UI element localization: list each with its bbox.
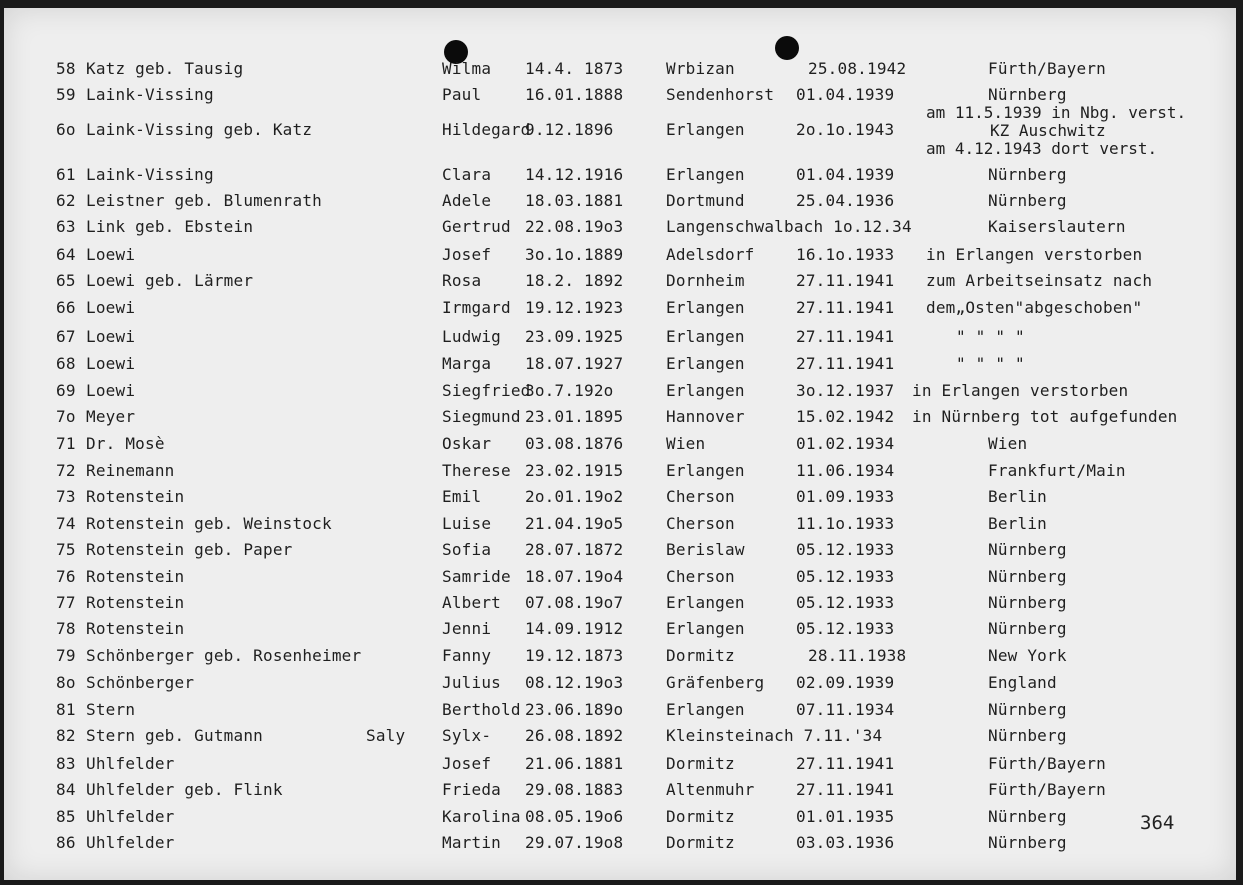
row-number: 79 xyxy=(56,646,76,665)
row-number: 72 xyxy=(56,461,76,480)
birth-place-cell: Erlangen xyxy=(666,354,745,373)
birth-place-cell: Erlangen xyxy=(666,461,745,480)
first-name-cell: Samride xyxy=(442,567,511,586)
birth-place-cell: Langenschwalbach 1o.12.34 xyxy=(666,217,912,236)
surname-cell: Laink-Vissing geb. Katz xyxy=(86,120,313,139)
birth-date-cell: 29.08.1883 xyxy=(525,780,624,799)
first-name-cell: Julius xyxy=(442,673,501,692)
departure-date-cell: 01.04.1939 xyxy=(796,85,895,104)
birth-date-cell: 23.02.1915 xyxy=(525,461,624,480)
table-row xyxy=(4,162,1236,188)
row-number: 86 xyxy=(56,833,76,852)
birth-date-cell: 18.07.1927 xyxy=(525,354,624,373)
destination-cell: Nürnberg xyxy=(988,85,1067,104)
destination-cell: Fürth/Bayern xyxy=(988,59,1106,78)
birth-place-cell: Erlangen xyxy=(666,298,745,317)
birth-place-cell: Dortmund xyxy=(666,191,745,210)
birth-date-cell: 19.12.1923 xyxy=(525,298,624,317)
birth-date-cell: 26.08.1892 xyxy=(525,726,624,745)
departure-date-cell: 27.11.1941 xyxy=(796,327,895,346)
birth-date-cell: 14.09.1912 xyxy=(525,619,624,638)
birth-date-cell: 08.12.19o3 xyxy=(525,673,624,692)
surname-cell: Loewi xyxy=(86,327,136,346)
surname-cell: Loewi xyxy=(86,298,136,317)
first-name-cell: Albert xyxy=(442,593,501,612)
document-page xyxy=(4,8,1236,880)
surname-cell: Rotenstein geb. Weinstock xyxy=(86,514,332,533)
departure-date-cell: 01.01.1935 xyxy=(796,807,895,826)
table-row xyxy=(4,564,1236,590)
birth-date-cell: 14.12.1916 xyxy=(525,165,624,184)
surname-cell: Reinemann xyxy=(86,461,175,480)
departure-date-cell: 05.12.1933 xyxy=(796,593,895,612)
departure-date-cell: 11.1o.1933 xyxy=(796,514,895,533)
table-row xyxy=(4,537,1236,563)
destination-cell: zum Arbeitseinsatz nach xyxy=(926,271,1153,290)
birth-date-cell: 21.06.1881 xyxy=(525,754,624,773)
table-row xyxy=(4,751,1236,777)
row-number: 61 xyxy=(56,165,76,184)
table-row xyxy=(4,268,1236,294)
surname-cell: Stern xyxy=(86,700,136,719)
surname-cell: Uhlfelder xyxy=(86,807,175,826)
first-name-cell: Adele xyxy=(442,191,492,210)
table-row xyxy=(4,723,1236,749)
surname-cell: Uhlfelder xyxy=(86,754,175,773)
first-name-cell: Luise xyxy=(442,514,492,533)
birth-place-cell: Adelsdorf xyxy=(666,245,755,264)
first-name-cell: Frieda xyxy=(442,780,501,799)
birth-place-cell: Erlangen xyxy=(666,165,745,184)
row-number: 8o xyxy=(56,673,76,692)
departure-date-cell: 25.04.1936 xyxy=(796,191,895,210)
row-number: 59 xyxy=(56,85,76,104)
birth-place-cell: Kleinsteinach 7.11.'34 xyxy=(666,726,883,745)
table-row xyxy=(4,697,1236,723)
destination-cell: Nürnberg xyxy=(988,807,1067,826)
destination-cell: Nürnberg xyxy=(988,593,1067,612)
table-row xyxy=(4,214,1236,240)
birth-date-cell: 18.2. 1892 xyxy=(525,271,624,290)
table-row xyxy=(4,643,1236,669)
destination-cell: Berlin xyxy=(988,514,1047,533)
row-number: 58 xyxy=(56,59,76,78)
surname-cell: Uhlfelder xyxy=(86,833,175,852)
surname-cell: Link geb. Ebstein xyxy=(86,217,254,236)
first-name-cell: Gertrud xyxy=(442,217,511,236)
first-name-cell: Rosa xyxy=(442,271,482,290)
destination-cell: Frankfurt/Main xyxy=(988,461,1126,480)
surname-cell: Loewi xyxy=(86,381,136,400)
destination-cell: Kaiserslautern xyxy=(988,217,1126,236)
birth-place-cell: Altenmuhr xyxy=(666,780,755,799)
destination-cell: Nürnberg xyxy=(988,540,1067,559)
note-line: KZ Auschwitz xyxy=(990,121,1106,140)
first-name-cell: Berthold xyxy=(442,700,521,719)
first-name-cell: Sylx- xyxy=(442,726,492,745)
birth-place-cell: Dormitz xyxy=(666,833,735,852)
departure-date-cell: 2o.1o.1943 xyxy=(796,120,895,139)
birth-date-cell: 23.09.1925 xyxy=(525,327,624,346)
table-row xyxy=(4,351,1236,377)
birth-date-cell: 21.04.19o5 xyxy=(525,514,624,533)
destination-cell: Fürth/Bayern xyxy=(988,754,1106,773)
row-number: 65 xyxy=(56,271,76,290)
birth-date-cell: 2o.01.19o2 xyxy=(525,487,624,506)
surname-cell: Rotenstein geb. Paper xyxy=(86,540,293,559)
page-number: 364 xyxy=(1140,812,1175,834)
row-number: 76 xyxy=(56,567,76,586)
surname-cell: Schönberger geb. Rosenheimer xyxy=(86,646,362,665)
birth-date-cell: 14.4. 1873 xyxy=(525,59,624,78)
departure-date-cell: 25.08.1942 xyxy=(808,59,907,78)
destination-cell: Nürnberg xyxy=(988,165,1067,184)
table-row xyxy=(4,511,1236,537)
first-name-cell: Emil xyxy=(442,487,482,506)
row-number: 75 xyxy=(56,540,76,559)
surname-cell: Loewi geb. Lärmer xyxy=(86,271,254,290)
surname-cell: Stern geb. Gutmann xyxy=(86,726,263,745)
first-name-cell: Paul xyxy=(442,85,482,104)
row-number: 69 xyxy=(56,381,76,400)
row-number: 83 xyxy=(56,754,76,773)
birth-place-cell: Erlangen xyxy=(666,619,745,638)
birth-date-cell: 19.12.1873 xyxy=(525,646,624,665)
birth-place-cell: Erlangen xyxy=(666,593,745,612)
birth-date-cell: 07.08.19o7 xyxy=(525,593,624,612)
destination-cell: Nürnberg xyxy=(988,833,1067,852)
departure-date-cell: 03.03.1936 xyxy=(796,833,895,852)
birth-date-cell: 22.08.19o3 xyxy=(525,217,624,236)
departure-date-cell: 02.09.1939 xyxy=(796,673,895,692)
departure-date-cell: 27.11.1941 xyxy=(796,780,895,799)
table-row xyxy=(4,404,1236,430)
table-row xyxy=(4,670,1236,696)
row-number: 62 xyxy=(56,191,76,210)
table-row xyxy=(4,590,1236,616)
row-number: 73 xyxy=(56,487,76,506)
first-name-cell: Oskar xyxy=(442,434,492,453)
first-name-cell: Jenni xyxy=(442,619,492,638)
row-number: 82 xyxy=(56,726,76,745)
birth-date-cell: 18.03.1881 xyxy=(525,191,624,210)
table-row xyxy=(4,777,1236,803)
row-number: 64 xyxy=(56,245,76,264)
birth-place-cell: Cherson xyxy=(666,487,735,506)
birth-place-cell: Dormitz xyxy=(666,807,735,826)
birth-date-cell: 23.01.1895 xyxy=(525,407,624,426)
destination-cell: England xyxy=(988,673,1057,692)
birth-place-cell: Wien xyxy=(666,434,706,453)
table-row xyxy=(4,830,1236,856)
birth-date-cell: 16.01.1888 xyxy=(525,85,624,104)
first-name-cell: Clara xyxy=(442,165,492,184)
destination-cell: Nürnberg xyxy=(988,726,1067,745)
departure-date-cell: 27.11.1941 xyxy=(796,354,895,373)
birth-date-cell: 23.06.189o xyxy=(525,700,624,719)
row-number: 6o xyxy=(56,120,76,139)
table-row xyxy=(4,804,1236,830)
note-line: am 11.5.1939 in Nbg. verst. xyxy=(926,103,1187,122)
extra-name-cell: Saly xyxy=(366,726,406,745)
birth-date-cell: 3o.1o.1889 xyxy=(525,245,624,264)
surname-cell: Meyer xyxy=(86,407,136,426)
destination-cell: Nürnberg xyxy=(988,700,1067,719)
first-name-cell: Irmgard xyxy=(442,298,511,317)
birth-place-cell: Cherson xyxy=(666,567,735,586)
first-name-cell: Martin xyxy=(442,833,501,852)
row-number: 63 xyxy=(56,217,76,236)
surname-cell: Dr. Mosè xyxy=(86,434,165,453)
table-row xyxy=(4,188,1236,214)
first-name-cell: Siegmund xyxy=(442,407,521,426)
first-name-cell: Karolina xyxy=(442,807,521,826)
departure-date-cell: 27.11.1941 xyxy=(796,298,895,317)
departure-date-cell: 01.09.1933 xyxy=(796,487,895,506)
departure-date-cell: 15.02.1942 xyxy=(796,407,895,426)
surname-cell: Rotenstein xyxy=(86,593,185,612)
destination-cell: Nürnberg xyxy=(988,567,1067,586)
surname-cell: Rotenstein xyxy=(86,487,185,506)
birth-place-cell: Wrbizan xyxy=(666,59,735,78)
birth-place-cell: Erlangen xyxy=(666,700,745,719)
birth-date-cell: 9.12.1896 xyxy=(525,120,614,139)
surname-cell: Loewi xyxy=(86,354,136,373)
hildegard-note xyxy=(926,104,1186,158)
birth-place-cell: Dornheim xyxy=(666,271,745,290)
surname-cell: Loewi xyxy=(86,245,136,264)
first-name-cell: Hildegard xyxy=(442,120,531,139)
departure-date-cell: 11.06.1934 xyxy=(796,461,895,480)
table-row xyxy=(4,484,1236,510)
surname-cell: Laink-Vissing xyxy=(86,85,214,104)
departure-date-cell: 3o.12.1937 xyxy=(796,381,895,400)
destination-cell: Nürnberg xyxy=(988,619,1067,638)
surname-cell: Leistner geb. Blumenrath xyxy=(86,191,322,210)
destination-cell: Fürth/Bayern xyxy=(988,780,1106,799)
departure-date-cell: 05.12.1933 xyxy=(796,619,895,638)
first-name-cell: Fanny xyxy=(442,646,492,665)
birth-date-cell: 29.07.19o8 xyxy=(525,833,624,852)
birth-date-cell: 03.08.1876 xyxy=(525,434,624,453)
birth-place-cell: Erlangen xyxy=(666,120,745,139)
table-row xyxy=(4,242,1236,268)
row-number: 77 xyxy=(56,593,76,612)
table-row xyxy=(4,295,1236,321)
departure-date-cell: 27.11.1941 xyxy=(796,754,895,773)
departure-date-cell: 01.04.1939 xyxy=(796,165,895,184)
birth-date-cell: 28.07.1872 xyxy=(525,540,624,559)
departure-date-cell: 07.11.1934 xyxy=(796,700,895,719)
birth-date-cell: 18.07.19o4 xyxy=(525,567,624,586)
destination-cell: in Erlangen verstorben xyxy=(912,381,1129,400)
birth-place-cell: Dormitz xyxy=(666,646,735,665)
surname-cell: Rotenstein xyxy=(86,619,185,638)
surname-cell: Katz geb. Tausig xyxy=(86,59,244,78)
destination-cell: New York xyxy=(988,646,1067,665)
row-number: 78 xyxy=(56,619,76,638)
row-number: 84 xyxy=(56,780,76,799)
birth-place-cell: Dormitz xyxy=(666,754,735,773)
birth-place-cell: Erlangen xyxy=(666,327,745,346)
table-row xyxy=(4,378,1236,404)
first-name-cell: Siegfried xyxy=(442,381,531,400)
birth-place-cell: Cherson xyxy=(666,514,735,533)
first-name-cell: Marga xyxy=(442,354,492,373)
destination-cell: in Nürnberg tot aufgefunden xyxy=(912,407,1178,426)
row-number: 7o xyxy=(56,407,76,426)
row-number: 85 xyxy=(56,807,76,826)
row-number: 81 xyxy=(56,700,76,719)
first-name-cell: Wilma xyxy=(442,59,492,78)
birth-place-cell: Hannover xyxy=(666,407,745,426)
table-row xyxy=(4,431,1236,457)
destination-cell: in Erlangen verstorben xyxy=(926,245,1143,264)
departure-date-cell: 01.02.1934 xyxy=(796,434,895,453)
destination-cell: " " " " xyxy=(956,327,1025,346)
row-number: 71 xyxy=(56,434,76,453)
destination-cell: Berlin xyxy=(988,487,1047,506)
departure-date-cell: 05.12.1933 xyxy=(796,567,895,586)
departure-date-cell: 16.1o.1933 xyxy=(796,245,895,264)
destination-cell: dem„Osten"abgeschoben" xyxy=(926,298,1143,317)
destination-cell: Nürnberg xyxy=(988,191,1067,210)
row-number: 68 xyxy=(56,354,76,373)
surname-cell: Uhlfelder geb. Flink xyxy=(86,780,283,799)
surname-cell: Rotenstein xyxy=(86,567,185,586)
destination-cell: Wien xyxy=(988,434,1028,453)
birth-place-cell: Gräfenberg xyxy=(666,673,765,692)
birth-date-cell: 08.05.19o6 xyxy=(525,807,624,826)
table-row xyxy=(4,616,1236,642)
birth-place-cell: Erlangen xyxy=(666,381,745,400)
row-number: 66 xyxy=(56,298,76,317)
first-name-cell: Therese xyxy=(442,461,511,480)
birth-date-cell: 3o.7.192o xyxy=(525,381,614,400)
birth-place-cell: Sendenhorst xyxy=(666,85,775,104)
row-number: 74 xyxy=(56,514,76,533)
first-name-cell: Josef xyxy=(442,754,492,773)
first-name-cell: Ludwig xyxy=(442,327,501,346)
surname-cell: Schönberger xyxy=(86,673,195,692)
surname-cell: Laink-Vissing xyxy=(86,165,214,184)
table-row xyxy=(4,458,1236,484)
first-name-cell: Josef xyxy=(442,245,492,264)
destination-cell: " " " " xyxy=(956,354,1025,373)
table-row xyxy=(4,56,1236,82)
departure-date-cell: 28.11.1938 xyxy=(808,646,907,665)
departure-date-cell: 27.11.1941 xyxy=(796,271,895,290)
note-line: am 4.12.1943 dort verst. xyxy=(926,139,1158,158)
table-row xyxy=(4,324,1236,350)
first-name-cell: Sofia xyxy=(442,540,492,559)
row-number: 67 xyxy=(56,327,76,346)
birth-place-cell: Berislaw xyxy=(666,540,745,559)
departure-date-cell: 05.12.1933 xyxy=(796,540,895,559)
